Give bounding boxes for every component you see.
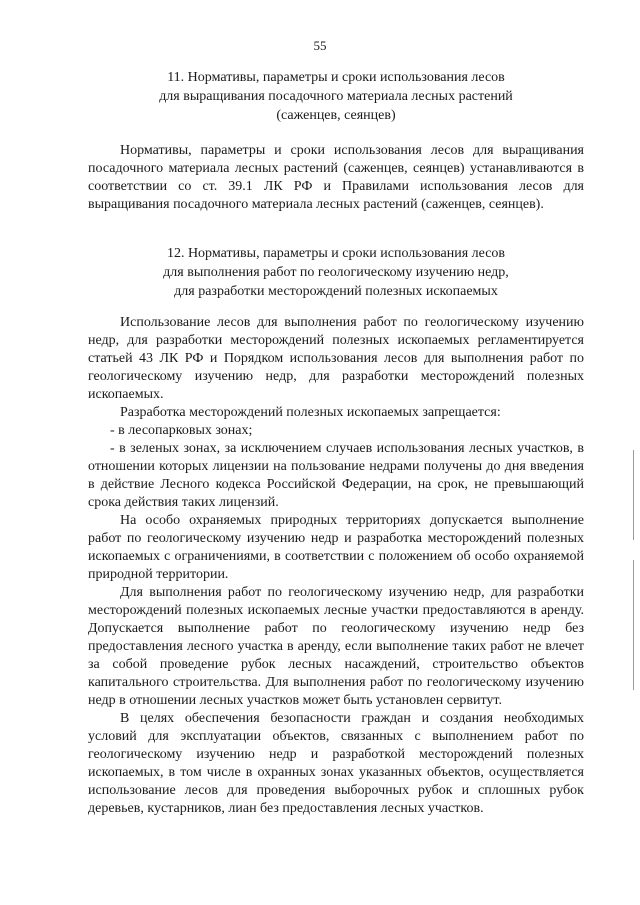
section-12-heading-line-3: для разработки месторождений полезных ископаемых	[174, 284, 498, 299]
section-11-heading-line-1: 11. Нормативы, параметры и сроки использования лесов	[167, 70, 505, 85]
section-12-list-item-2: - в зеленых зонах, за исключением случаев использования лесных участков, в отношении которых лицензии на пользование недрами получены до дня введения в действие Лесного кодекса Российской Федерации, на срок, не превышающий срока действия таких лицензий.	[88, 441, 584, 510]
section-12-paragraph-5: В целях обеспечения безопасности граждан и создания необходимых условий для эксплуатации объектов, связанных с выполнением работ по геологическому изучению недр и разработкой месторождений полезных ископаемых, в том числе в охранных зонах указанных объектов, осуществляется использование лесов для проведения выборочных рубок и сплошных рубок деревьев, кустарников, лиан без предоставления лесных участков.	[88, 711, 584, 816]
section-12-list-item-1: - в лесопарковых зонах;	[110, 423, 253, 438]
section-11-heading-line-3: (саженцев, сеянцев)	[276, 108, 396, 123]
scan-margin-mark	[633, 560, 634, 690]
section-12-paragraph-4: Для выполнения работ по геологическому изучению недр, для разработки месторождений полезных ископаемых лесные участки предоставляются в аренду. Допускается выполнение работ по геологическому изучению недр без предоставления лесного участка в аренду, если выполнение таких работ не влечет за собой проведение рубок лесных насаждений, строительство объектов капитального строительства. Для выполнения работ по геологическому изучению недр в отношении лесных участков может быть установлен сервитут.	[88, 585, 584, 708]
section-11-heading-line-2: для выращивания посадочного материала лесных растений	[159, 89, 513, 104]
section-12-body	[88, 314, 584, 818]
section-11-heading	[88, 68, 584, 125]
section-11-body	[88, 142, 584, 214]
section-12-heading	[88, 244, 584, 301]
section-12-paragraph-1: Использование лесов для выполнения работ по геологическому изучению недр, для разработки месторождений полезных ископаемых регламентируется статьей 43 ЛК РФ и Порядком использования лесов для выполнения работ по геологическому изучению недр, для разработки месторождений полезных ископаемых.	[88, 315, 584, 402]
page-number: 55	[313, 38, 327, 53]
section-11-paragraph: Нормативы, параметры и сроки использования лесов для выращивания посадочного материала лесных растений (саженцев, сеянцев) устанавливаются в соответствии со ст. 39.1 ЛК РФ и Правилами использования лесов для выращивания посадочного материала лесных растений (саженцев, сеянцев).	[88, 143, 584, 212]
scan-margin-mark	[633, 450, 634, 540]
section-12-heading-line-2: для выполнения работ по геологическому изучению недр,	[163, 265, 509, 280]
section-12-paragraph-3: На особо охраняемых природных территориях допускается выполнение работ по геологическому изучению недр и разработка месторождений полезных ископаемых с ограничениями, в соответствии с положением об особо охраняемой природной территории.	[88, 513, 584, 582]
section-12-paragraph-2: Разработка месторождений полезных ископаемых запрещается:	[120, 405, 501, 420]
section-12-heading-line-1: 12. Нормативы, параметры и сроки использования лесов	[166, 246, 506, 261]
